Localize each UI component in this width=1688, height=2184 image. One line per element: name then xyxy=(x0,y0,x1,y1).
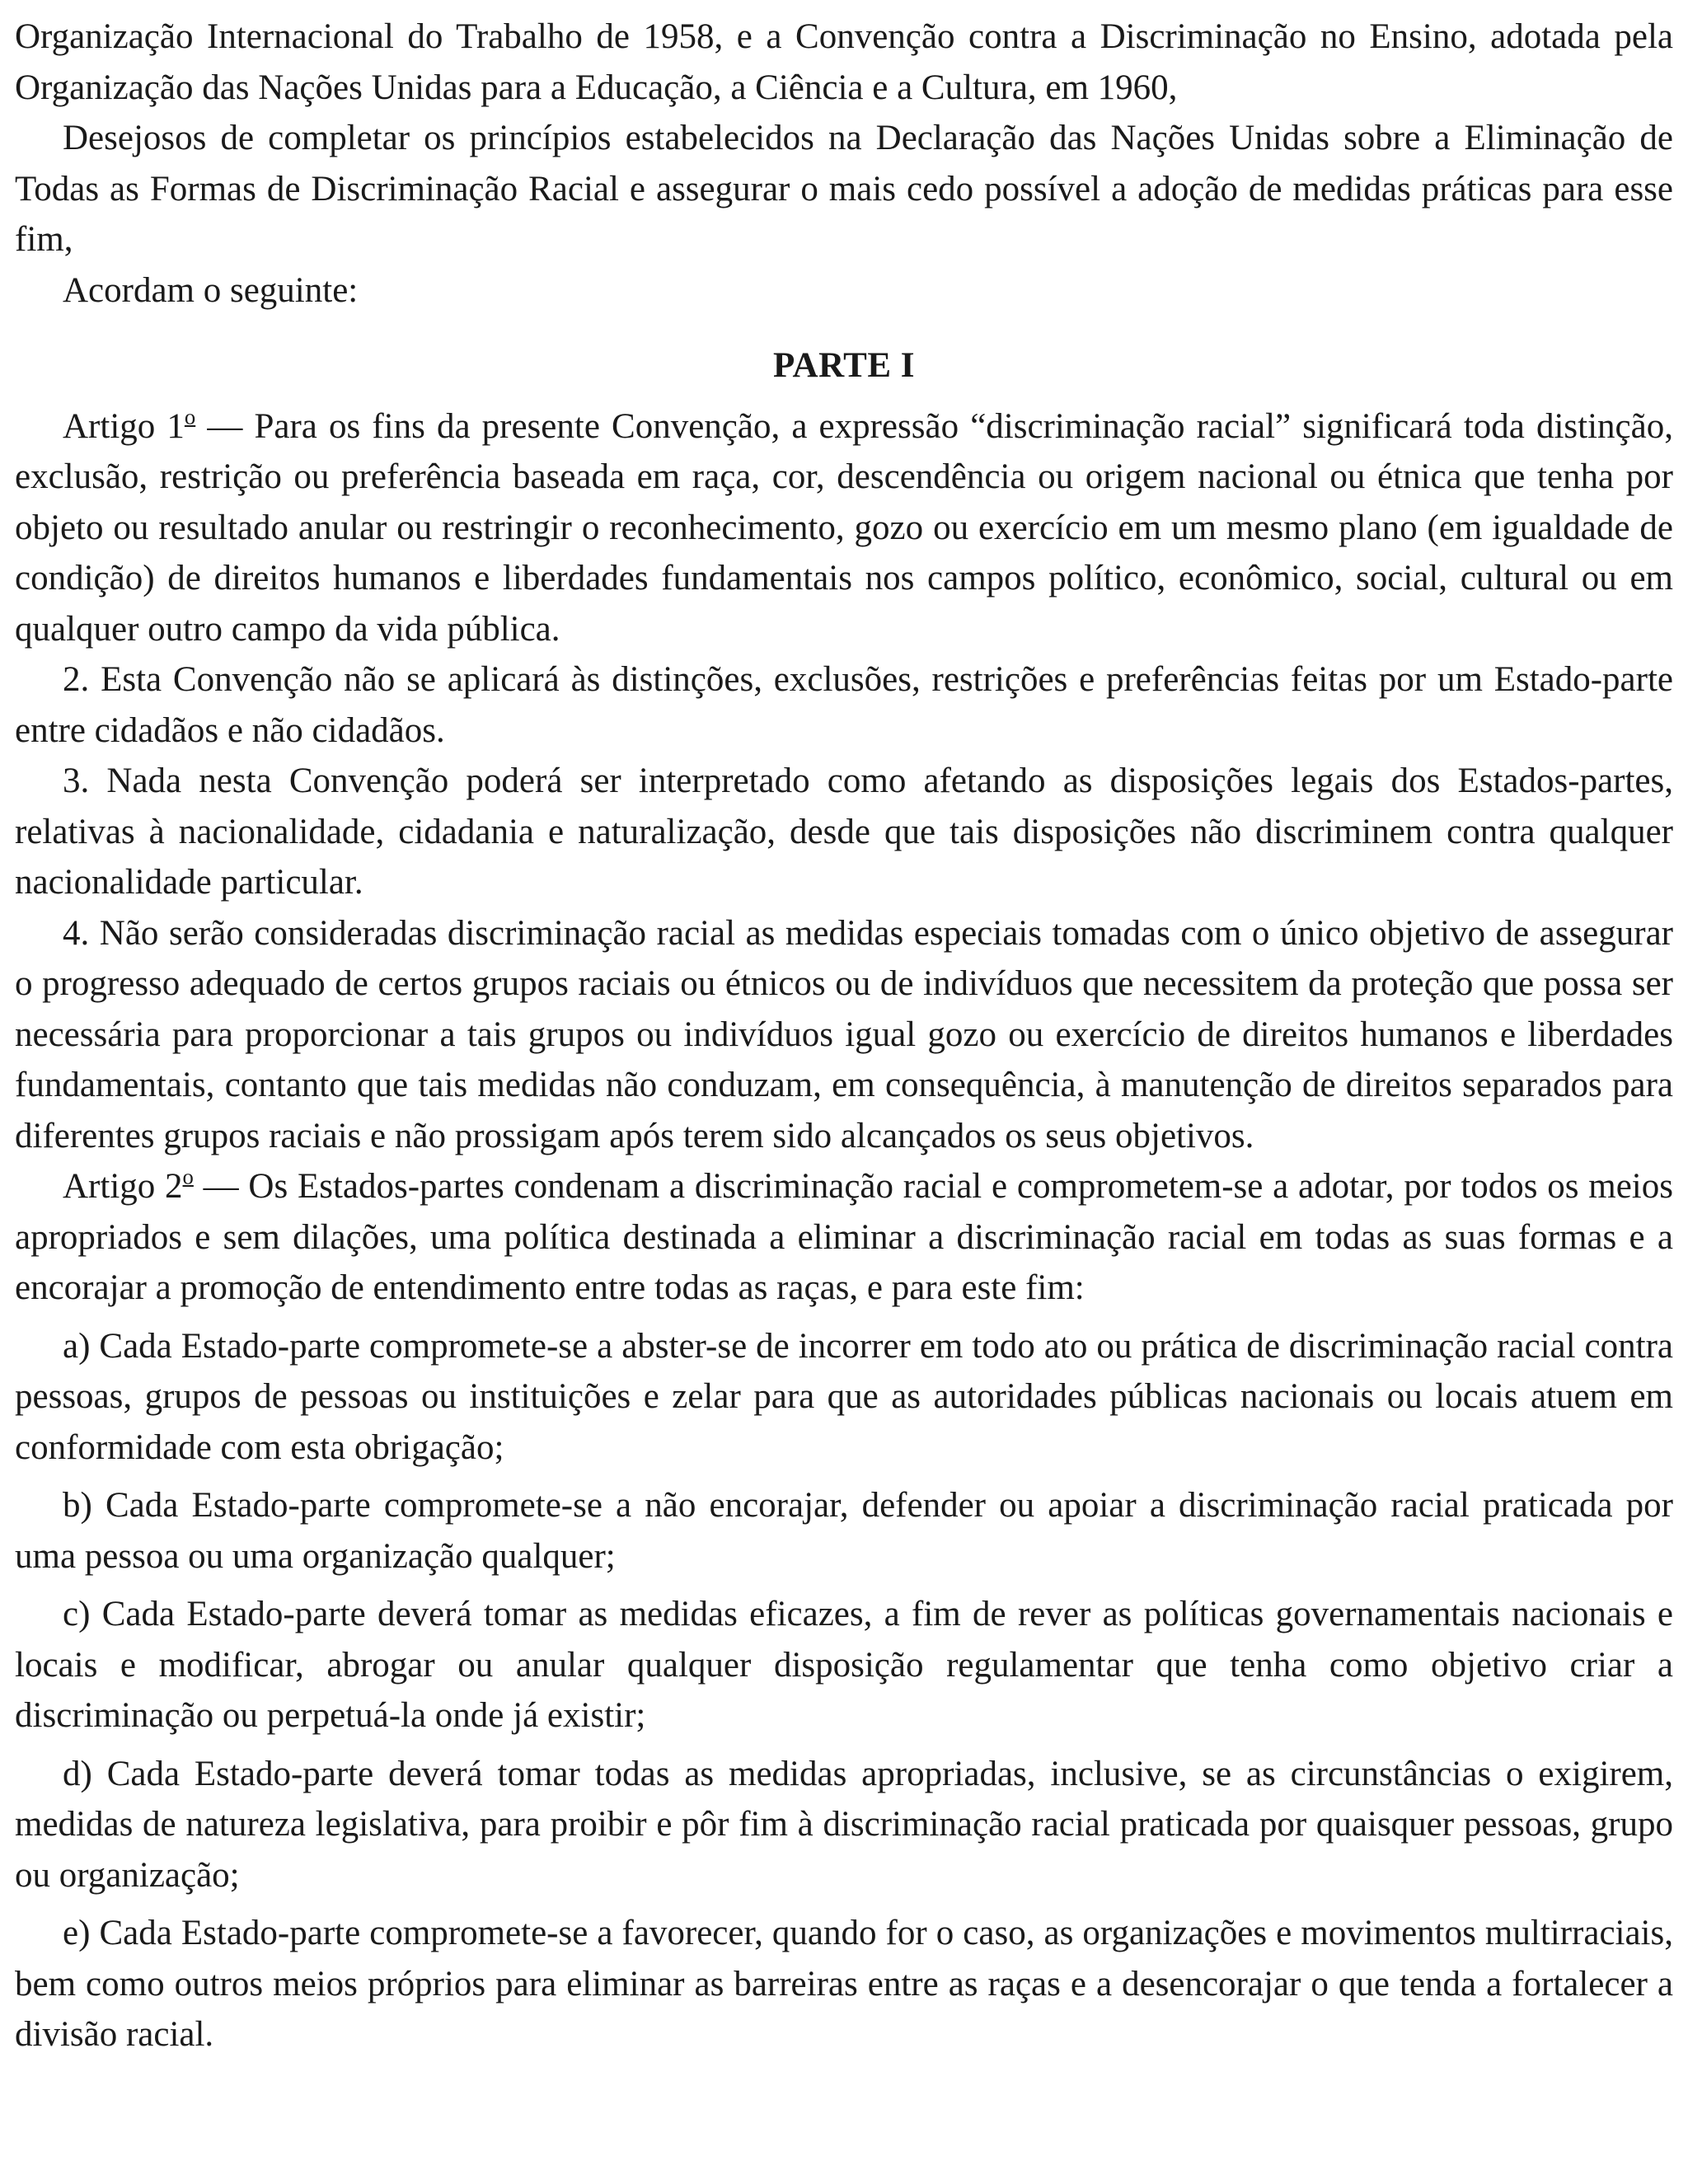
article-1-ordinal: o xyxy=(184,403,196,429)
part-heading: PARTE I xyxy=(772,346,915,385)
paragraph-intro-continuation: Organização Internacional do Trabalho de 1958, e a Convenção contra a Discriminação no Ensino, adotada pela Organização das Nações Unidas para a Educação, a Ciência e a Cultura, em 1960, xyxy=(15,17,1673,107)
article-1-item-4: 4. Não serão consideradas discriminação racial as medidas especiais tomadas com o único objetivo de assegurar o progresso adequado de certos grupos raciais ou étnicos ou de indivíduos que necessitem da proteção que possa ser necessária para proporcionar a tais grupos ou indivíduos igual gozo ou exercício de direitos humanos e liberdades fundamentais, contanto que tais medidas não conduzam, em consequência, à manutenção de direitos separados para diferentes grupos raciais e não prossigam após terem sido alcançados os seus objetivos. xyxy=(15,913,1673,1155)
paragraph-desejosos: Desejosos de completar os princípios estabelecidos na Declaração das Nações Unidas sobre a Eliminação de Todas as Formas de Discriminação Racial e assegurar o mais cedo possível a adoção de medidas práticas para esse fim, xyxy=(15,119,1673,259)
spacer xyxy=(15,1900,1673,1908)
article-2-item-b: b) Cada Estado-parte compromete-se a não encorajar, defender ou apoiar a discriminação racial praticada por uma pessoa ou uma organização qualquer; xyxy=(15,1486,1673,1576)
paragraph-acordam: Acordam o seguinte: xyxy=(63,270,359,310)
article-2-item-d: d) Cada Estado-parte deverá tomar todas as medidas apropriadas, inclusive, se as circunstâncias o exigirem, medidas de natureza legislativa, para proibir e pôr fim à discriminação racial praticada por quaisquer pessoas, grupo ou organização; xyxy=(15,1754,1673,1895)
spacer xyxy=(15,1314,1673,1321)
article-2-ordinal: o xyxy=(182,1164,194,1189)
article-1-text: — Para os fins da presente Convenção, a expressão “discriminação racial” significará toda distinção, exclusão, restrição ou preferência baseada em raça, cor, descendência ou origem nacional ou étnica que tenha por objeto ou resultado anular ou restringir o reconhecimento, gozo ou exercício em um mesmo plano (em igualdade de condição) de direitos humanos e liberdades fundamentais nos campos político, econômico, social, cultural ou em qualquer outro campo da vida pública. xyxy=(15,406,1673,649)
article-2-paragraph xyxy=(15,1161,1673,1314)
article-2-label: Artigo 2 xyxy=(63,1167,183,1206)
article-1-paragraph xyxy=(15,401,1673,655)
article-2-item-c: c) Cada Estado-parte deverá tomar as medidas eficazes, a fim de rever as políticas governamentais nacionais e locais e modificar, abrogar ou anular qualquer disposição regulamentar que tenha como objetivo criar a discriminação ou perpetuá-la onde já existir; xyxy=(15,1595,1673,1735)
article-2-item-e: e) Cada Estado-parte compromete-se a favorecer, quando for o caso, as organizações e movimentos multirraciais, bem como outros meios próprios para eliminar as barreiras entre as raças e a desencorajar o que tenda a fortalecer a divisão racial. xyxy=(15,1914,1673,2054)
spacer xyxy=(15,1582,1673,1589)
spacer xyxy=(15,1741,1673,1749)
spacer xyxy=(15,1473,1673,1480)
article-2-item-a: a) Cada Estado-parte compromete-se a abster-se de incorrer em todo ato ou prática de discriminação racial contra pessoas, grupos de pessoas ou instituições e zelar para que as autoridades públicas nacionais ou locais atuem em conformidade com esta obrigação; xyxy=(15,1326,1673,1467)
article-1-item-3: 3. Nada nesta Convenção poderá ser interpretado como afetando as disposições legais dos Estados-partes, relativas à nacionalidade, cidadania e naturalização, desde que tais disposições não discriminem contra qualquer nacionalidade particular. xyxy=(15,762,1673,902)
article-1-label: Artigo 1 xyxy=(63,406,185,446)
article-2-text: — Os Estados-partes condenam a discriminação racial e comprometem-se a adotar, por todos os meios apropriados e sem dilações, uma política destinada a eliminar a discriminação racial em todas as suas formas e a encorajar a promoção de entendimento entre todas as raças, e para este fim: xyxy=(15,1167,1673,1307)
article-1-item-2: 2. Esta Convenção não se aplicará às distinções, exclusões, restrições e preferências feitas por um Estado-parte entre cidadãos e não cidadãos. xyxy=(15,660,1673,750)
